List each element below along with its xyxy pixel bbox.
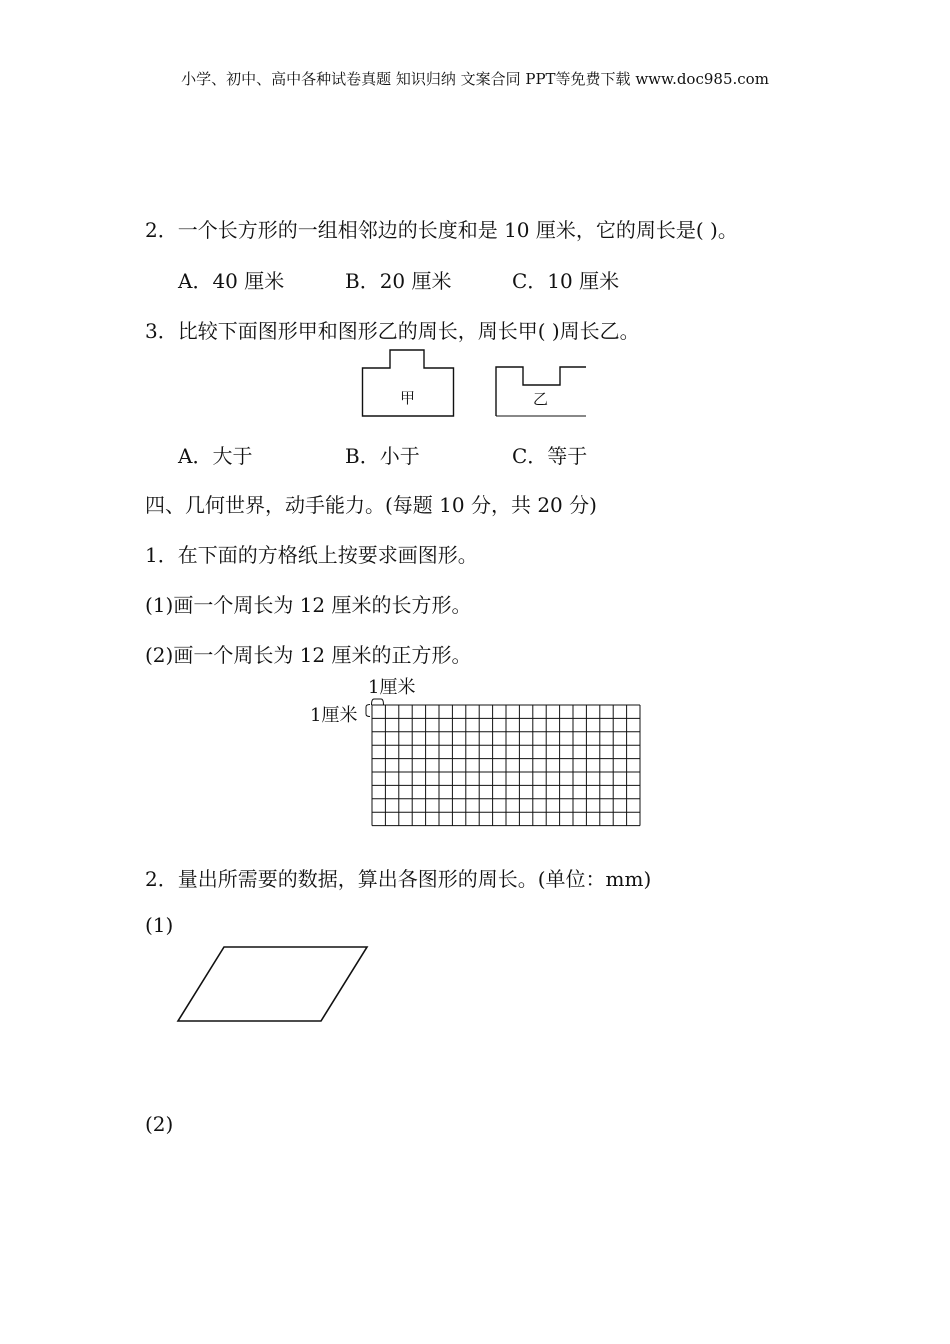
s4-q2-part-2: (2)	[145, 1112, 174, 1136]
shape-jia-label: 甲	[400, 389, 416, 407]
grid-top-unit-label: 1厘米	[368, 677, 416, 698]
s4-question-1-stem: 1．在下面的方格纸上按要求画图形。	[145, 543, 478, 567]
q3-option-b: B．小于	[345, 444, 420, 468]
s4-q1-part-1: (1)画一个周长为 12 厘米的长方形。	[145, 593, 472, 617]
shape-yi-label: 乙	[533, 390, 549, 408]
q3-option-c: C．等于	[512, 444, 588, 468]
parallelogram-figure	[176, 944, 372, 1024]
section-4-title: 四、几何世界，动手能力。(每题 10 分，共 20 分)	[145, 493, 597, 517]
shape-jia	[360, 348, 456, 420]
q2-option-a: A．40 厘米	[178, 269, 285, 293]
page-header: 小学、初中、高中各种试卷真题 知识归纳 文案合同 PPT等免费下载 www.doc985.com	[181, 70, 769, 88]
grid-left-unit-label: 1厘米	[310, 705, 358, 726]
q2-option-c: C．10 厘米	[512, 269, 620, 293]
q2-option-b: B．20 厘米	[345, 269, 452, 293]
s4-q2-part-1: (1)	[145, 913, 174, 937]
question-2-stem: 2．一个长方形的一组相邻边的长度和是 10 厘米，它的周长是( )。	[145, 218, 738, 242]
q3-option-a: A．大于	[178, 444, 253, 468]
s4-q1-part-2: (2)画一个周长为 12 厘米的正方形。	[145, 643, 472, 667]
grid-paper[interactable]	[364, 693, 644, 829]
s4-question-2-stem: 2．量出所需要的数据，算出各图形的周长。(单位：mm)	[145, 867, 652, 891]
question-3-stem: 3．比较下面图形甲和图形乙的周长，周长甲( )周长乙。	[145, 319, 640, 343]
